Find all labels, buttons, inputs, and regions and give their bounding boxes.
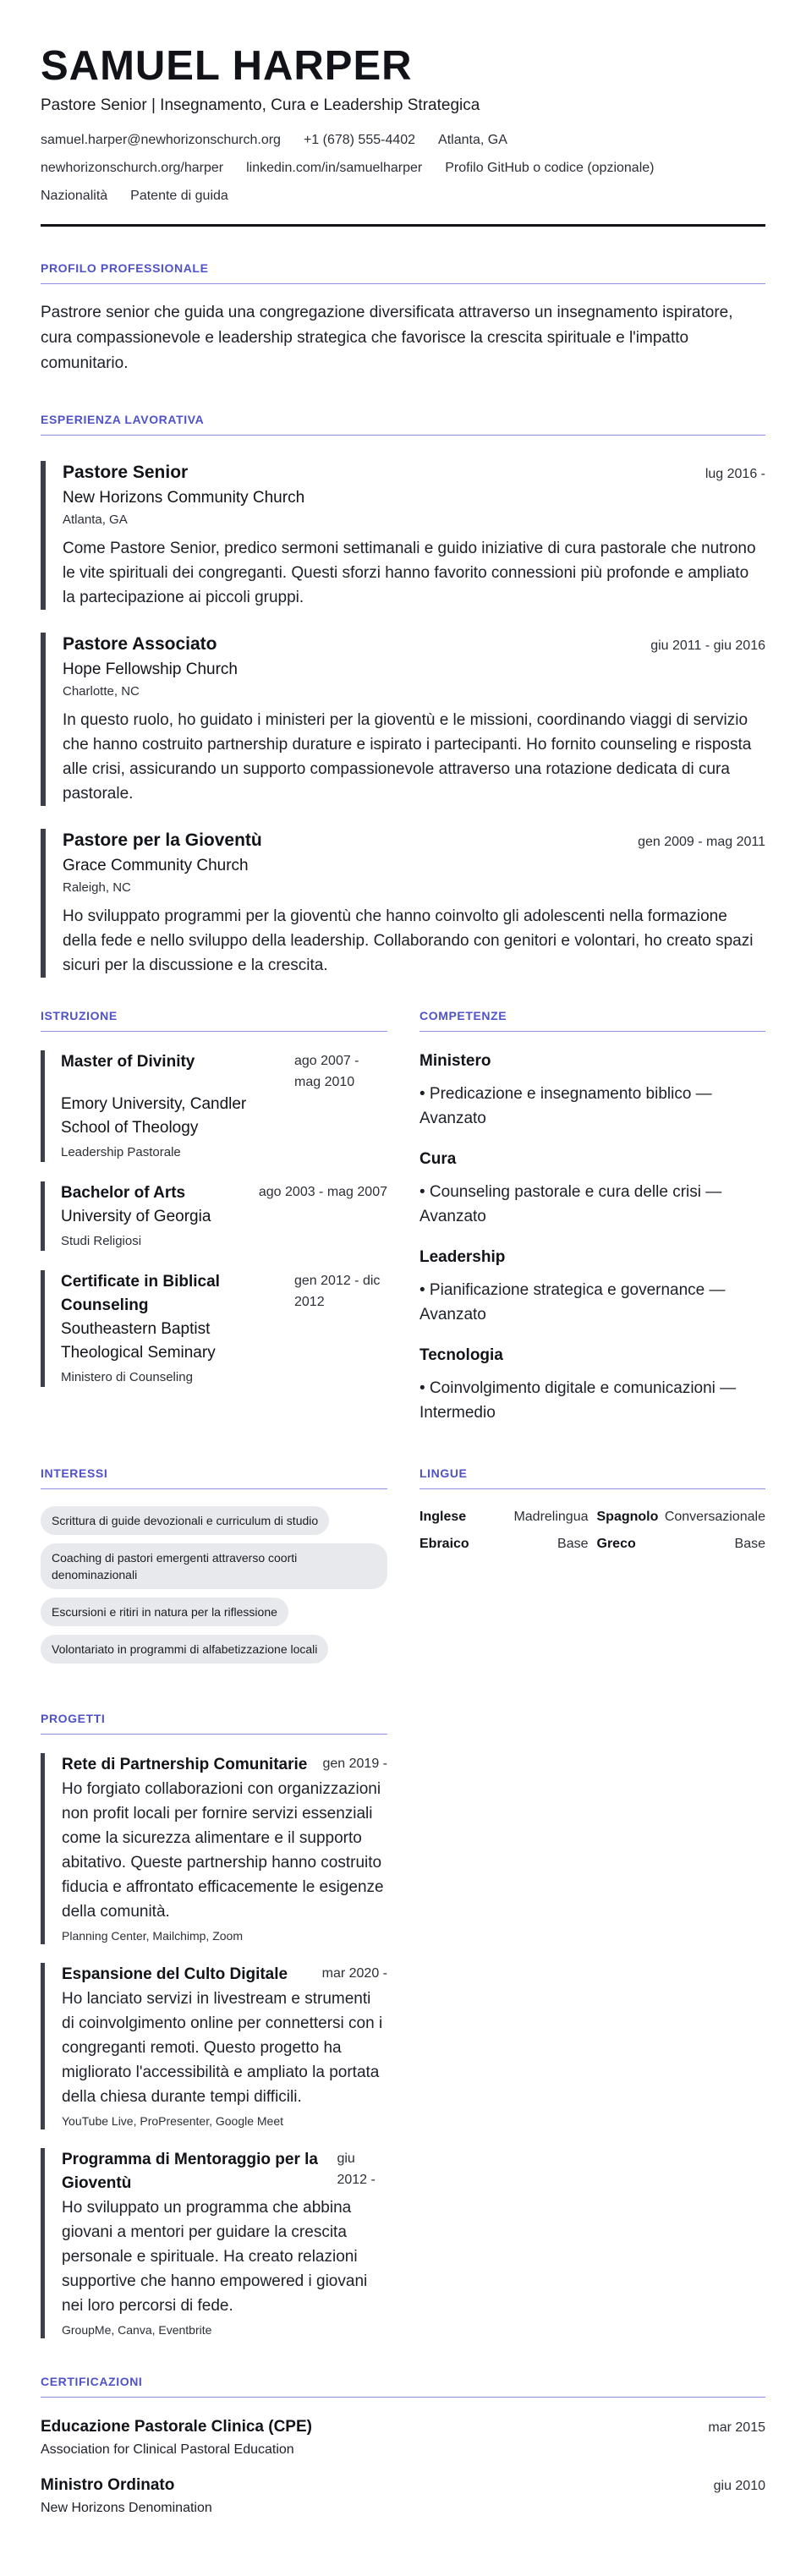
header-divider [41,224,765,227]
skills-column [419,1008,765,1425]
interests-projects-column [41,1466,387,2338]
language-name: Spagnolo [596,1510,659,1524]
project-date: gen 2019 - [322,1757,387,1771]
experience-item [41,829,765,978]
job-dates: gen 2009 - mag 2011 [638,835,765,849]
project-item [41,1963,387,2129]
job-dates: giu 2011 - giu 2016 [650,639,765,653]
employer: Hope Fellowship Church [63,660,238,678]
skill-group-name: Ministero [419,1052,491,1070]
language-level: Madrelingua [513,1510,589,1524]
certification-item [41,2416,765,2459]
skill-item: • Counseling pastorale e cura delle crisi — Avanzato [419,1183,722,1225]
project-date: mar 2020 - [321,1966,387,1981]
certification-item [41,2475,765,2518]
contact-linkedin[interactable]: linkedin.com/in/samuelharper [246,161,423,175]
certification-date: mar 2015 [708,2420,765,2435]
project-item [41,1753,387,1944]
skill-group-name: Cura [419,1150,457,1168]
interest-tag: Escursioni e ritiri in natura per la riflessione [41,1598,288,1626]
skill-group [419,1148,765,1229]
job-title: Pastore per la Gioventù [63,830,262,850]
project-name: Rete di Partnership Comunitarie [62,1756,308,1773]
interest-tag: Volontariato in programmi di alfabetizzazione locali [41,1635,328,1663]
project-item [41,2148,387,2338]
project-name: Espansione del Culto Digitale [62,1965,288,1983]
project-tools: GroupMe, Canva, Eventbrite [62,2323,212,2337]
field-of-study: Leadership Pastorale [61,1145,181,1159]
employer: New Horizons Community Church [63,489,305,507]
skill-group [419,1050,765,1131]
summary-section-title: PROFILO PROFESSIONALE [41,260,765,284]
contact-website[interactable]: newhorizonschurch.org/harper [41,161,224,175]
education-skills-row [41,1008,765,1425]
field-of-study: Studi Religiosi [61,1234,142,1248]
job-title: Pastore Associato [63,634,217,654]
education-item [41,1050,387,1162]
education-dates: ago 2007 - mag 2010 [294,1054,359,1089]
language-item [419,1508,589,1526]
experience-item [41,633,765,806]
certification-issuer: New Horizons Denomination [41,2501,212,2515]
language-item [597,1535,766,1554]
job-description: Come Pastore Senior, predico sermoni settimanali e guido iniziative di cura pastorale che nutrono le vite spirituali dei congreganti. Questi sforzi hanno favorito connessioni più profonde e ampliato la partecipazione ai piccoli gruppi. [63,540,756,606]
language-level: Base [734,1537,765,1551]
contact-email[interactable]: samuel.harper@newhorizonschurch.org [41,133,281,147]
job-dates: lug 2016 - [705,467,765,481]
contact-line [41,159,765,178]
contact-phone[interactable]: +1 (678) 555-4402 [303,133,416,147]
employer: Grace Community Church [63,857,249,874]
job-location: Atlanta, GA [63,512,128,527]
skill-group-name: Leadership [419,1248,506,1266]
school: Southeastern Baptist Theological Seminary [61,1320,216,1362]
language-name: Ebraico [419,1537,469,1551]
job-location: Charlotte, NC [63,684,140,699]
certifications-section-title: CERTIFICAZIONI [41,2374,765,2398]
project-date: giu 2012 - [337,2151,376,2187]
language-level: Conversazionale [664,1510,765,1524]
job-location: Raleigh, NC [63,880,131,895]
job-description: Ho sviluppato programmi per la gioventù che hanno coinvolto gli adolescenti nella formazione della fede e nello sviluppo della leadership. Collaborando con genitori e volontari, ho creato spazi sicuri per la discussione e la crescita. [63,907,754,974]
skill-group [419,1247,765,1327]
school: University of Georgia [61,1208,211,1225]
interest-tag: Coaching di pastori emergenti attraverso coorti denominazionali [41,1543,387,1589]
project-description: Ho lanciato servizi in livestream e strumenti di coinvolgimento online per connettersi con i congreganti remoti. Questo progetto ha migliorato l'accessibilità e ampliato la portata della chiesa durante tempi difficili. [62,1990,383,2106]
education-item [41,1270,387,1387]
summary-text: Pastrore senior che guida una congregazione diversificata attraverso un insegnamento ispiratore, cura compassionevole e leadership strategica che favorisce la crescita spirituale e l'impatto comunitario. [41,304,733,372]
degree: Bachelor of Arts [61,1184,186,1202]
education-item [41,1181,387,1251]
skills-section-title: COMPETENZE [419,1008,765,1032]
education-dates: ago 2003 - mag 2007 [258,1185,387,1199]
education-dates: gen 2012 - dic 2012 [294,1274,381,1309]
contact-driving-license: Patente di guida [130,189,228,203]
project-tools: Planning Center, Mailchimp, Zoom [62,1929,243,1943]
skill-group-name: Tecnologia [419,1346,503,1364]
language-level: Base [557,1537,589,1551]
language-name: Inglese [419,1510,467,1524]
project-name: Programma di Mentoraggio per la Gioventù [62,2151,318,2192]
contact-github[interactable]: Profilo GitHub o codice (opzionale) [445,161,655,175]
language-name: Greco [596,1537,636,1551]
job-title: Pastore Senior [63,463,189,482]
degree: Master of Divinity [61,1053,195,1071]
education-section-title: ISTRUZIONE [41,1008,387,1032]
contact-line [41,131,765,150]
certification-issuer: Association for Clinical Pastoral Education [41,2442,294,2457]
languages-list [419,1508,765,1554]
projects-section-title: PROGETTI [41,1711,387,1735]
job-description: In questo ruolo, ho guidato i ministeri per la gioventù e le missioni, coordinando viaggi di servizio che hanno costruito partnership durature e ispirato i partecipanti. Ho fornito counseling e risposta alle crisi, assicurando un supporto compassionevole attraverso una rotazione dedicata di cura pastorale. [63,711,752,803]
resume-header [41,42,765,227]
languages-column [419,1466,765,2338]
interests-section-title: INTERESSI [41,1466,387,1489]
interests-list [41,1506,387,1672]
skill-item: • Predicazione e insegnamento biblico — Avanzato [419,1085,712,1127]
skill-item: • Coinvolgimento digitale e comunicazioni — Intermedio [419,1379,737,1422]
interests-languages-row [41,1466,765,2338]
skill-item: • Pianificazione strategica e governance — Avanzato [419,1281,726,1324]
certification-name: Ministro Ordinato [41,2476,175,2494]
project-description: Ho sviluppato un programma che abbina giovani a mentori per guidare la crescita personale e spirituale. Ha creato relazioni supportive che hanno empowered i giovani nei loro percorsi di fede. [62,2199,368,2315]
project-description: Ho forgiato collaborazioni con organizzazioni non profit locali per fornire servizi essenziali come la sicurezza alimentare e il supporto abitativo. Queste partnership hanno costruito fiducia e affrontato efficacemente le esigenze della comunità. [62,1780,384,1921]
project-tools: YouTube Live, ProPresenter, Google Meet [62,2114,284,2128]
experience-section-title: ESPERIENZA LAVORATIVA [41,412,765,436]
candidate-name: SAMUEL HARPER [41,43,413,89]
experience-item [41,461,765,610]
school: Emory University, Candler School of Theology [61,1095,247,1137]
degree: Certificate in Biblical Counseling [61,1273,220,1314]
language-item [419,1535,589,1554]
contact-location: Atlanta, GA [438,133,507,147]
field-of-study: Ministero di Counseling [61,1370,193,1384]
education-column [41,1008,387,1425]
certification-name: Educazione Pastorale Clinica (CPE) [41,2418,312,2436]
language-item [597,1508,766,1526]
contact-line [41,187,765,206]
languages-section-title: LINGUE [419,1466,765,1489]
certification-date: giu 2010 [713,2479,765,2493]
interest-tag: Scrittura di guide devozionali e curriculum di studio [41,1506,329,1535]
contact-nationality: Nazionalità [41,189,108,203]
candidate-headline: Pastore Senior | Insegnamento, Cura e Leadership Strategica [41,96,480,114]
skill-group [419,1345,765,1425]
